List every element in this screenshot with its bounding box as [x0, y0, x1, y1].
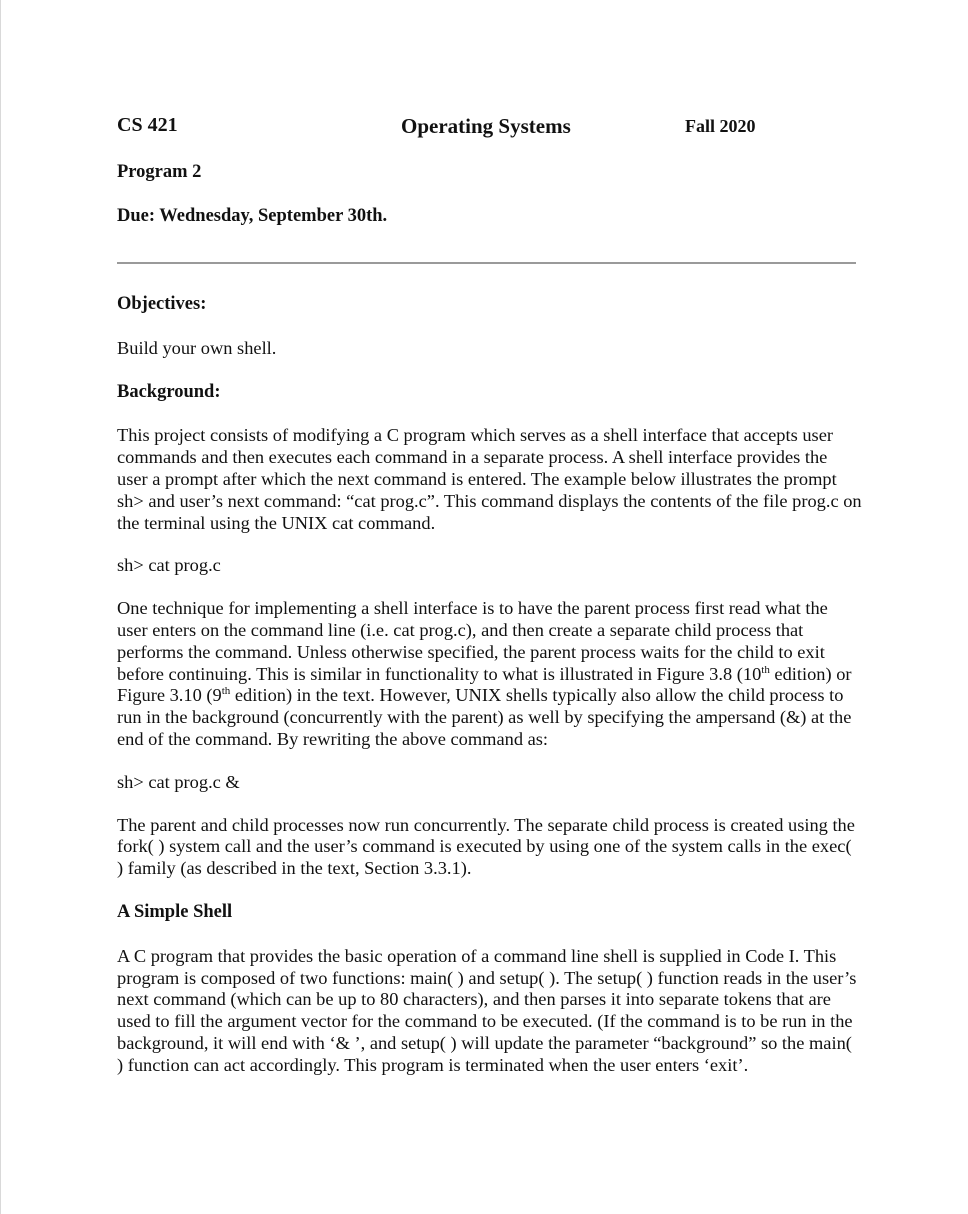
due-date: Due: Wednesday, September 30th. — [117, 206, 388, 226]
program-title: Program 2 — [117, 162, 202, 182]
background-paragraph-2 — [117, 598, 862, 751]
simple-shell-paragraph: A C program that provides the basic operation of a command line shell is supplied in Code I. This program is composed of two functions: main( ) and setup( ). The setup( ) function reads in the user’s next command (which can be up to 80 characters), and then parses it into separate tokens that are used to fill the argument vector for the command to be executed. (If the command is to be run in the background, it will end with ‘& ’, and setup( ) will update the parameter “background” so the main( ) function can act accordingly. This program is terminated when the user enters ‘exit’. — [117, 945, 857, 1075]
paragraph-2-part-c: edition) in the text. However, UNIX shells typically also allow the child process to run in the background (concurrently with the parent) as well by specifying the ampersand (&) at the end of the command. By rewriting the above command as: — [117, 685, 852, 749]
document-body — [117, 294, 862, 1077]
background-paragraph-1: This project consists of modifying a C program which serves as a shell interface that accepts user commands and then executes each command in a separate process. A shell interface provides the user a prompt after which the next command is entered. The example below illustrates the prompt sh> and user’s next command: “cat prog.c”. This command displays the contents of the file prog.c on the terminal using the UNIX cat command. — [117, 425, 862, 533]
document-header — [117, 114, 857, 144]
paragraph-2-part-a: One technique for implementing a shell interface is to have the parent process first read what the user enters on the command line (i.e. cat prog.c), and then create a separate child process that performs the command. Unless otherwise specified, the parent process waits for the child to exit before continuing. This is similar in functionality to what is illustrated in Figure 3.8 (10 — [117, 598, 828, 684]
horizontal-divider — [117, 262, 856, 264]
term: Fall 2020 — [685, 116, 756, 136]
course-title: Operating Systems — [401, 114, 571, 138]
objectives-heading: Objectives: — [117, 294, 207, 314]
example-command-2: sh> cat prog.c & — [117, 771, 240, 792]
course-number: CS 421 — [117, 114, 178, 136]
superscript-th-1: th — [761, 663, 770, 676]
simple-shell-heading: A Simple Shell — [117, 901, 233, 922]
background-heading: Background: — [117, 381, 221, 402]
superscript-th-2: th — [221, 685, 231, 698]
background-paragraph-3: The parent and child processes now run concurrently. The separate child process is created using the fork( ) system call and the user’s command is executed by using one of the system calls in the exec( ) family (as described in the text, Section 3.3.1). — [117, 814, 855, 879]
example-command-1: sh> cat prog.c — [117, 555, 221, 576]
paragraph-2-part-b: edition) or Figure 3.10 (9 — [117, 663, 852, 706]
objectives-text: Build your own shell. — [117, 337, 277, 358]
